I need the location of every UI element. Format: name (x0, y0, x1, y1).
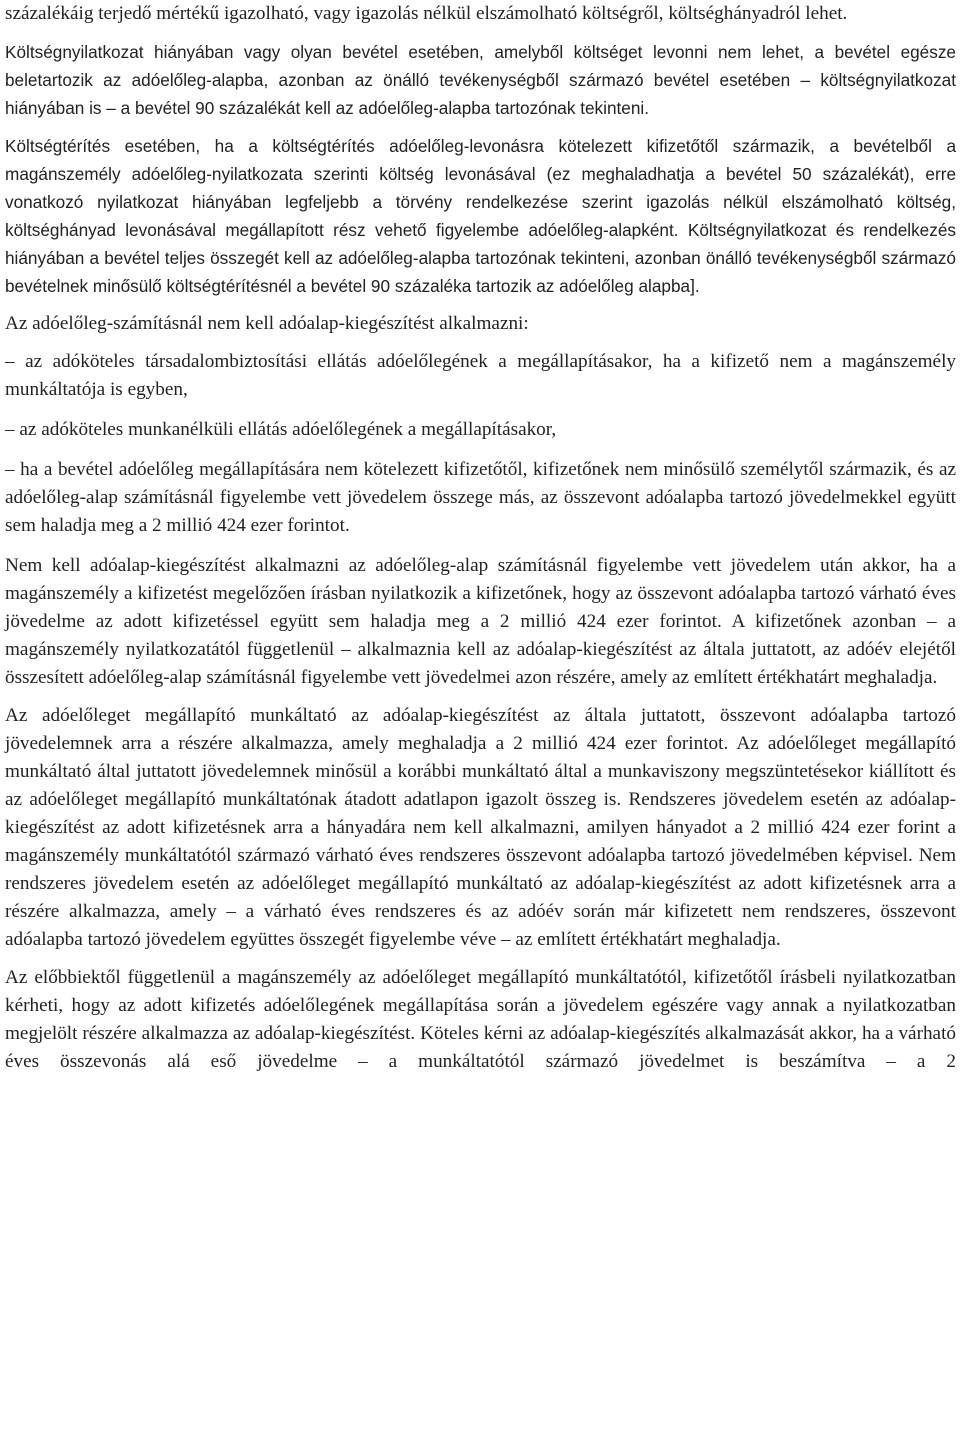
paragraph-cost-reimbursement: Költségtérítés esetében, ha a költségtérítés adóelőleg-levonásra kötelezett kifizetőtől származik, a bevételből a magánszemély adóelőleg-nyilatkozata szerinti költség levonásával (ez meghaladhatja a bevétel 50 százalékát), erre vonatkozó nyilatkozat hiányában legfeljebb a törvény rendelkezése szerint igazolás nélkül elszámolható költség, költséghányad levonásával megállapított rész vehető figyelembe adóelőleg-alapként. Költségnyilatkozat és rendelkezés hiányában a bevétel teljes összegét kell az adóelőleg-alapba tartozónak tekinteni, azonban önálló tevékenységből származó bevételnek minősülő költségtérítésnél a bevétel 90 százaléka tartozik az adóelőleg alapba]. (5, 136, 956, 296)
paragraph-no-base-supplement-intro: Az adóelőleg-számításnál nem kell adóalap-kiegészítést alkalmazni: (5, 313, 529, 334)
paragraph-missing-cost-declaration: Költségnyilatkozat hiányában vagy olyan bevétel esetében, amelyből költséget levonni nem lehet, a bevétel egésze beletartozik az adóelőleg-alapba, azonban az önálló tevékenységből származó bevétel esetében – költségnyilatkozat hiányában is – a bevétel 90 százalékát kell az adóelőleg-alapba tartozónak tekinteni. (5, 42, 956, 118)
paragraph-independent-request: Az előbbiektől függetlenül a magánszemély az adóelőleget megállapító munkáltatótól, kifizetőtől írásbeli nyilatkozatban kérheti, hogy az adott kifizetés adóelőlegének megállapítása során a jövedelem egészére vagy annak a nyilatkozatban megjelölt részére alkalmazza az adóalap-kiegészítést. Köteles kérni az adóalap-kiegészítés alkalmazását akkor, ha a várható éves összevonás alá eső jövedelme – a munkáltatótól származó jövedelmet is beszámítva – a 2 (5, 967, 956, 1072)
paragraph-employer-supplement: Az adóelőleget megállapító munkáltató az adóalap-kiegészítést az általa juttatott, összevont adóalapba tartozó jövedelemnek arra a részére alkalmazza, amely meghaladja a 2 millió 424 ezer forintot. Az adóelőleget megállapító munkáltató által juttatott jövedelemnek minősül a korábbi munkáltató által a munkaviszony megszüntetésekor kiállított és az adóelőleget megállapító munkáltatónak átadott adatlapon igazolt összeg is. Rendszeres jövedelem esetén az adóalap-kiegészítést az adott kifizetésnek arra a hányadára nem kell alkalmazni, amilyen hányadot a 2 millió 424 ezer forint a magánszemély munkáltatótól származó várható éves rendszeres összevont adóalapba tartozó jövedelmében képvisel. Nem rendszeres jövedelem esetén az adóelőleget megállapító munkáltató az adóalap-kiegészítést az adott kifizetésnek arra a részére alkalmazza, amely – a várható éves rendszeres és az adóév során már kifizetett nem rendszeres, összevont adóalapba tartozó jövedelem együttes összegét figyelembe véve – az említett értékhatárt meghaladja. (5, 705, 956, 950)
list-item-non-obligated-payer: – ha a bevétel adóelőleg megállapítására nem kötelezett kifizetőtől, kifizetőnek nem minősülő személytől származik, és az adóelőleg-alap számításnál figyelembe vett jövedelem összege más, az összevont adóalapba tartozó jövedelmekkel együtt sem haladja meg a 2 millió 424 ezer forintot. (5, 459, 956, 536)
document-page (5, 0, 956, 1086)
list-item-social-security-benefit: – az adóköteles társadalombiztosítási ellátás adóelőlegének a megállapításakor, ha a kifizető nem a magánszemély munkáltatója is egyben, (5, 351, 956, 400)
list-item-unemployment-benefit: – az adóköteles munkanélküli ellátás adóelőlegének a megállapításakor, (5, 419, 557, 440)
paragraph-cost-percentage-continuation: százalékáig terjedő mértékű igazolható, vagy igazolás nélkül elszámolható költségről, költséghányadról lehet. (5, 3, 848, 24)
paragraph-written-declaration: Nem kell adóalap-kiegészítést alkalmazni az adóelőleg-alap számításnál figyelembe vett jövedelem után akkor, ha a magánszemély a kifizetést megelőzően írásban nyilatkozik a kifizetőnek, hogy az összevont adóalapba tartozó várható éves jövedelme az adott kifizetéssel együtt sem haladja meg a 2 millió 424 ezer forintot. A kifizetőnek azonban – a magánszemély nyilatkozatától függetlenül – alkalmaznia kell az adóalap-kiegészítést az általa juttatott, az adóév elejétől összesített adóelőleg-alap számításnál figyelembe vett jövedelmei azon részére, amely az említett értékhatárt meghaladja. (5, 555, 956, 688)
